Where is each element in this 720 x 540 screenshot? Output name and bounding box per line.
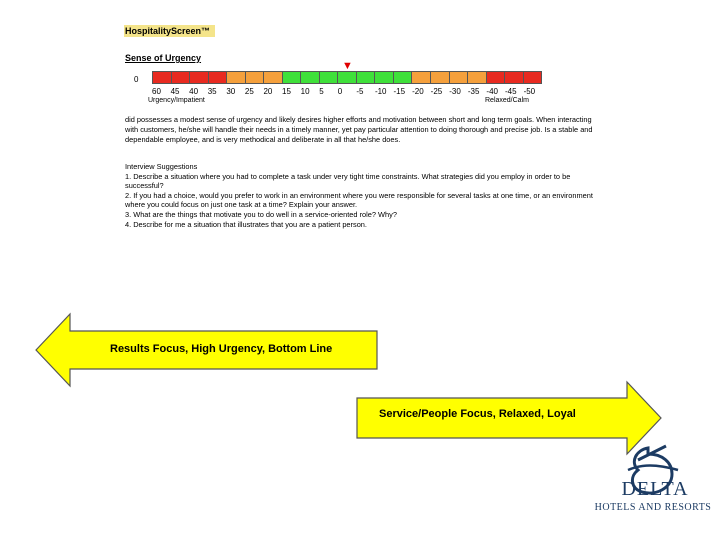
scale-segment [431, 72, 450, 83]
questions-heading: Interview Suggestions [125, 162, 198, 171]
scale-tick-label: -10 [374, 87, 387, 96]
scale-tick-label: 60 [152, 87, 161, 96]
scale-segment [524, 72, 542, 83]
scale-marker-icon: ▼ [342, 60, 353, 72]
scale-segment [246, 72, 265, 83]
scale-tick-label: -30 [449, 87, 461, 96]
scale-segment [264, 72, 283, 83]
urgency-scale-bar [152, 71, 542, 84]
scale-segment [375, 72, 394, 83]
scale-tick-label: -40 [486, 87, 498, 96]
scale-tick-label: 25 [244, 87, 254, 96]
scale-tick-row [152, 87, 542, 96]
scale-tick-label: 0 [337, 87, 343, 96]
scale-tick-label: -45 [504, 87, 517, 96]
scale-tick-label: -50 [523, 87, 536, 96]
question-item: 1. Describe a situation where you had to complete a task under very tight time constraints. What strategies did you employ in order to be successful? [125, 171, 571, 191]
question-item: 4. Describe for me a situation that illustrates that you are a patient person. [125, 219, 367, 229]
scale-right-end-label: Relaxed/Calm [485, 97, 529, 104]
scale-segment [190, 72, 209, 83]
section-title: Sense of Urgency [125, 53, 202, 63]
scale-tick-label: -15 [393, 87, 406, 96]
scale-segment [153, 72, 172, 83]
scale-tick-label: 45 [170, 87, 180, 96]
scale-tick-label: 40 [189, 87, 199, 96]
scale-segment [338, 72, 357, 83]
scale-segment [357, 72, 376, 83]
scale-segment [301, 72, 320, 83]
scale-tick-label: 5 [319, 87, 324, 96]
scale-segment [227, 72, 246, 83]
right-arrow-label: Service/People Focus, Relaxed, Loyal [379, 408, 576, 420]
scale-left-end-label: Urgency/Impatient [148, 97, 205, 104]
delta-logo-wordmark: DELTA [621, 478, 689, 500]
question-item: 2. If you had a choice, would you prefer to work in an environment where you were responsible for several tasks at one time, or an environment where you could focus on just one task at a time? Explain your answer. [125, 190, 593, 210]
scale-tick-label: 30 [226, 87, 236, 96]
description-paragraph: did possesses a modest sense of urgency and likely desires higher efforts and motivation between short and long term goals. When interacting with customers, he/she will handle their needs in a timely manner, yet pay particular attention to doing thorough and precise job. Is a stable and dependable employee, and is very methodical and deliberate in all that he/she does. [125, 115, 593, 144]
hospitality-screen-title: HospitalityScreen™ [124, 25, 215, 37]
scale-tick-label: 15 [282, 87, 291, 96]
scale-segment [505, 72, 524, 83]
scale-tick-label: 10 [300, 87, 310, 96]
question-item: 3. What are the things that motivate you to do well in a service-oriented role? Why? [125, 209, 397, 219]
scale-segment [209, 72, 228, 83]
scale-tick-label: -20 [412, 87, 424, 96]
scale-segment [320, 72, 339, 83]
scale-tick-label: 35 [207, 87, 217, 96]
delta-logo-subtitle: HOTELS AND RESORTS [594, 502, 712, 513]
scale-segment [172, 72, 191, 83]
interview-suggestions [125, 162, 605, 229]
scale-segment [450, 72, 469, 83]
scale-segment [394, 72, 413, 83]
scale-zero-label: 0 [134, 75, 139, 84]
scale-tick-label: -35 [467, 87, 480, 96]
scale-segment [283, 72, 302, 83]
scale-segment [487, 72, 506, 83]
left-arrow-label: Results Focus, High Urgency, Bottom Line [110, 343, 333, 355]
scale-tick-label: 20 [263, 87, 273, 96]
scale-segment [412, 72, 431, 83]
scale-tick-label: -25 [430, 87, 443, 96]
scale-tick-label: -5 [356, 87, 364, 96]
scale-segment [468, 72, 487, 83]
